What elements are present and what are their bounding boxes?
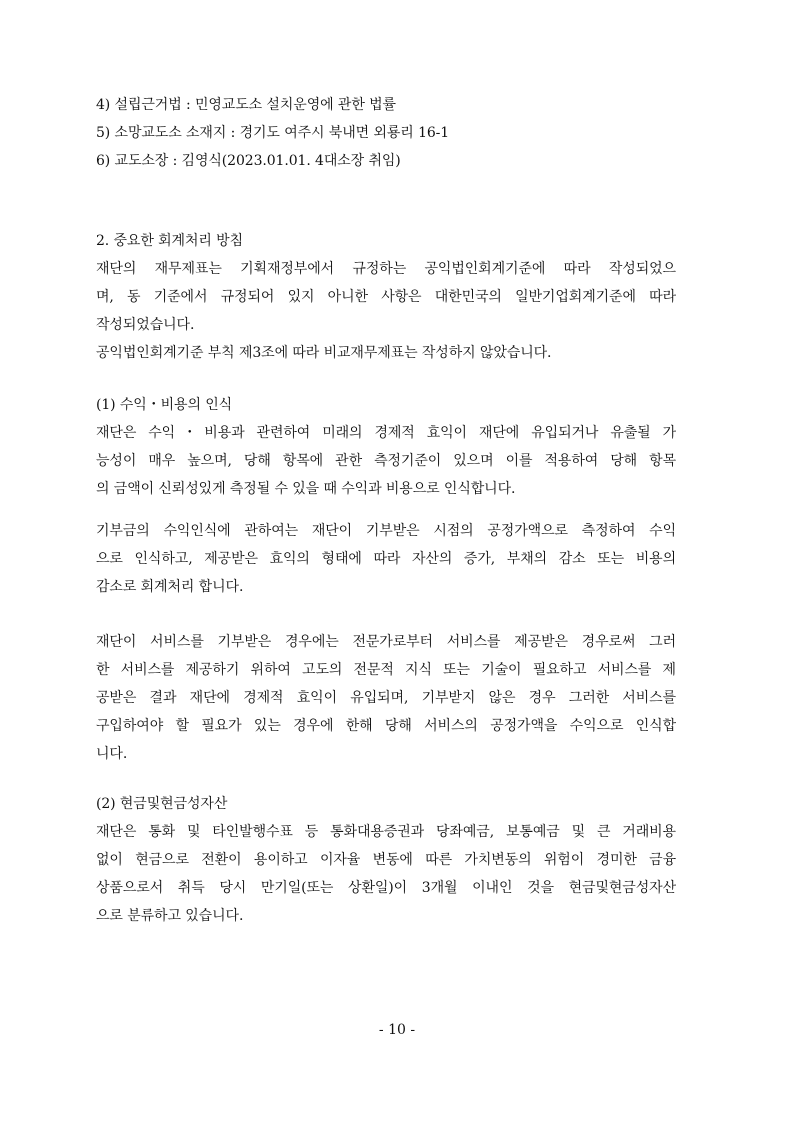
subsection-heading: (1) 수익・비용의 인식 (96, 397, 233, 413)
paragraph-line: 재단은 수익・비용과 관련하여 미래의 경제적 효익이 재단에 유입되거나 유출될 가 (96, 425, 676, 441)
paragraph-donation-revenue (96, 517, 676, 601)
paragraph-line: 공받은 결과 재단에 경제적 효익이 유입되며, 기부받지 않은 경우 그러한 서비스를 (96, 690, 676, 706)
subsection-heading: (2) 현금및현금성자산 (96, 796, 228, 812)
section-accounting-policies (96, 227, 676, 367)
section-heading: 2. 중요한 회계처리 방침 (96, 233, 244, 249)
paragraph-line: 없이 현금으로 전환이 용이하고 이자율 변동에 따른 가치변동의 위험이 경미한 금융 (96, 852, 676, 868)
subsection-cash-equivalents (96, 790, 676, 930)
paragraph-donated-services (96, 628, 676, 768)
paragraph-line: 상품으로서 취득 당시 만기일(또는 상환일)이 3개월 이내인 것을 현금및현금성자산 (96, 880, 676, 896)
paragraph-line: 며, 동 기준에서 규정되어 있지 아니한 사항은 대한민국의 일반기업회계기준에 따라 (96, 289, 676, 305)
subsection-revenue-expense (96, 391, 676, 503)
paragraph-line: 재단의 재무제표는 기획재정부에서 규정하는 공익법인회계기준에 따라 작성되었으 (96, 261, 676, 277)
page-number: - 10 - (378, 1022, 416, 1038)
info-list (96, 91, 676, 175)
paragraph-line: 한 서비스를 제공하기 위하여 고도의 전문적 지식 또는 기술이 필요하고 서비스를 제 (96, 662, 676, 678)
paragraph-line: 니다. (96, 746, 128, 762)
paragraph-line: 의 금액이 신뢰성있게 측정될 수 있을 때 수익과 비용으로 인식합니다. (96, 481, 516, 497)
paragraph-line: 공익법인회계기준 부칙 제3조에 따라 비교재무제표는 작성하지 않았습니다. (96, 345, 552, 361)
paragraph-line: 구입하여야 할 필요가 있는 경우에 한해 당해 서비스의 공정가액을 수익으로 인식합 (96, 718, 676, 734)
paragraph-line: 기부금의 수익인식에 관하여는 재단이 기부받은 시점의 공정가액으로 측정하여 수익 (96, 523, 676, 539)
paragraph-line: 감소로 회계처리 합니다. (96, 579, 244, 595)
info-item-location: 5) 소망교도소 소재지 : 경기도 여주시 북내면 외룡리 16-1 (96, 125, 450, 141)
paragraph-line: 능성이 매우 높으며, 당해 항목에 관한 측정기준이 있으며 이를 적용하여 당해 항목 (96, 453, 676, 469)
info-item-law: 4) 설립근거법 : 민영교도소 설치운영에 관한 법률 (96, 97, 396, 113)
paragraph-line: 재단이 서비스를 기부받은 경우에는 전문가로부터 서비스를 제공받은 경우로써 그러 (96, 634, 676, 650)
paragraph-line: 으로 인식하고, 제공받은 효익의 형태에 따라 자산의 증가, 부채의 감소 또는 비용의 (96, 551, 676, 567)
paragraph-line: 으로 분류하고 있습니다. (96, 908, 244, 924)
paragraph-line: 재단은 통화 및 타인발행수표 등 통화대용증권과 당좌예금, 보통예금 및 큰 거래비용 (96, 824, 676, 840)
paragraph-line: 작성되었습니다. (96, 317, 195, 333)
info-item-director: 6) 교도소장 : 김영식(2023.01.01. 4대소장 취임) (96, 153, 401, 169)
